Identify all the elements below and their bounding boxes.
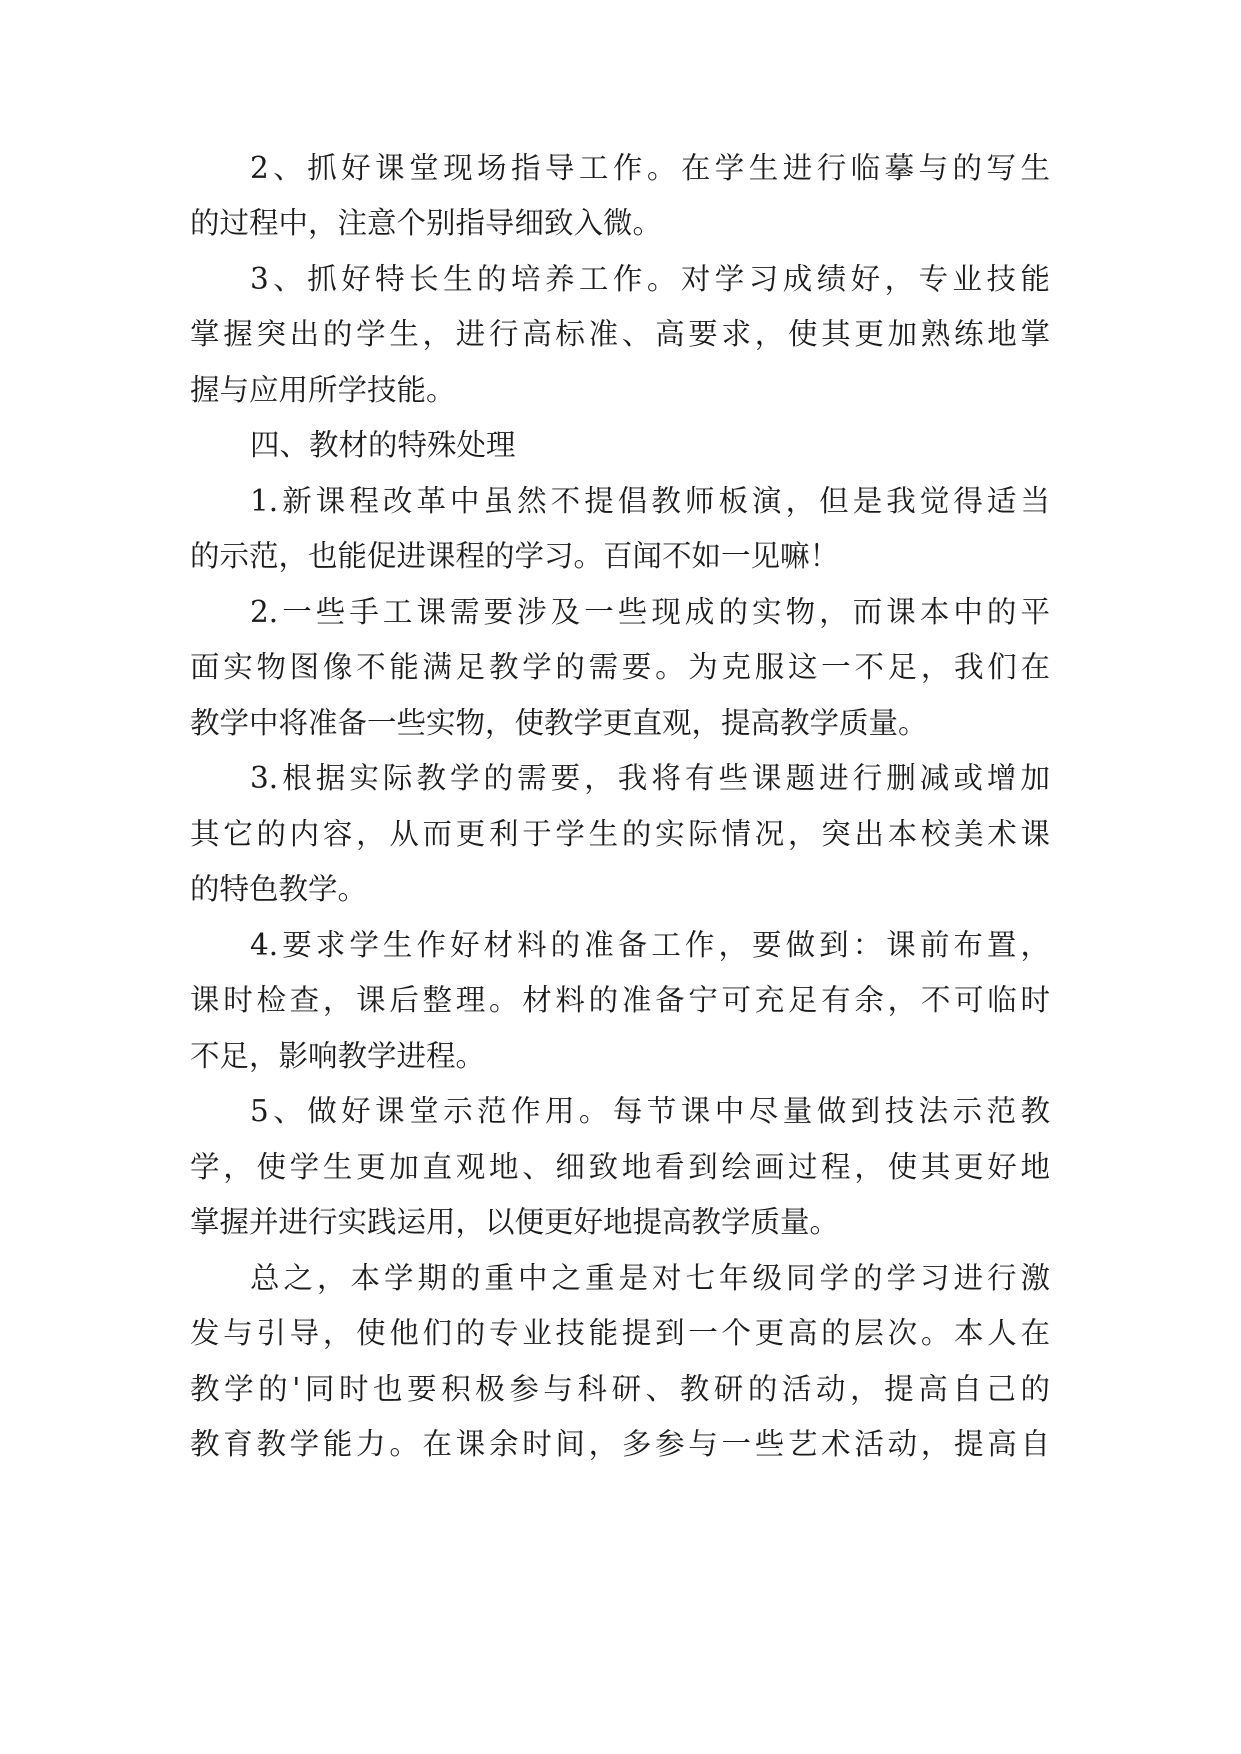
text-line: 3、抓好特长生的培养工作。对学习成绩好，专业技能 — [250, 262, 1050, 296]
section-heading: 四、教材的特殊处理 — [250, 428, 516, 462]
text-line: 的示范，也能促进课程的学习。百闻不如一见嘛！ — [190, 539, 840, 573]
text-line: 5、做好课堂示范作用。每节课中尽量做到技法示范教 — [250, 1094, 1050, 1128]
text-line: 握与应用所学技能。 — [190, 373, 456, 407]
text-line: 3.根据实际教学的需要，我将有些课题进行删减或增加 — [250, 761, 1050, 795]
text-line: 的特色教学。 — [190, 872, 368, 906]
text-line: 2、抓好课堂现场指导工作。在学生进行临摹与的写生 — [250, 151, 1050, 185]
text-line: 4.要求学生作好材料的准备工作，要做到：课前布置， — [250, 928, 1050, 962]
text-line: 教学中将准备一些实物，使教学更直观，提高教学质量。 — [190, 706, 928, 740]
text-line: 教育教学能力。在课余时间，多参与一些艺术活动，提高自 — [190, 1427, 1050, 1461]
text-line: 教学的'同时也要积极参与科研、教研的活动，提高自己的 — [190, 1372, 1050, 1406]
text-line: 发与引导，使他们的专业技能提到一个更高的层次。本人在 — [190, 1316, 1050, 1350]
text-line: 2.一些手工课需要涉及一些现成的实物，而课本中的平 — [250, 595, 1050, 629]
text-line: 学，使学生更加直观地、细致地看到绘画过程，使其更好地 — [190, 1150, 1050, 1184]
text-line: 掌握并进行实践运用，以便更好地提高教学质量。 — [190, 1205, 840, 1239]
text-line: 面实物图像不能满足教学的需要。为克服这一不足，我们在 — [190, 650, 1050, 684]
text-line: 的过程中，注意个别指导细致入微。 — [190, 206, 663, 240]
text-line: 掌握突出的学生，进行高标准、高要求，使其更加熟练地掌 — [190, 317, 1050, 351]
text-line: 课时检查，课后整理。材料的准备宁可充足有余，不可临时 — [190, 983, 1050, 1017]
text-line: 1.新课程改革中虽然不提倡教师板演，但是我觉得适当 — [250, 484, 1050, 518]
text-line: 其它的内容，从而更利于学生的实际情况，突出本校美术课 — [190, 817, 1050, 851]
text-line: 总之，本学期的重中之重是对七年级同学的学习进行激 — [250, 1261, 1050, 1295]
text-line: 不足，影响教学进程。 — [190, 1039, 486, 1073]
